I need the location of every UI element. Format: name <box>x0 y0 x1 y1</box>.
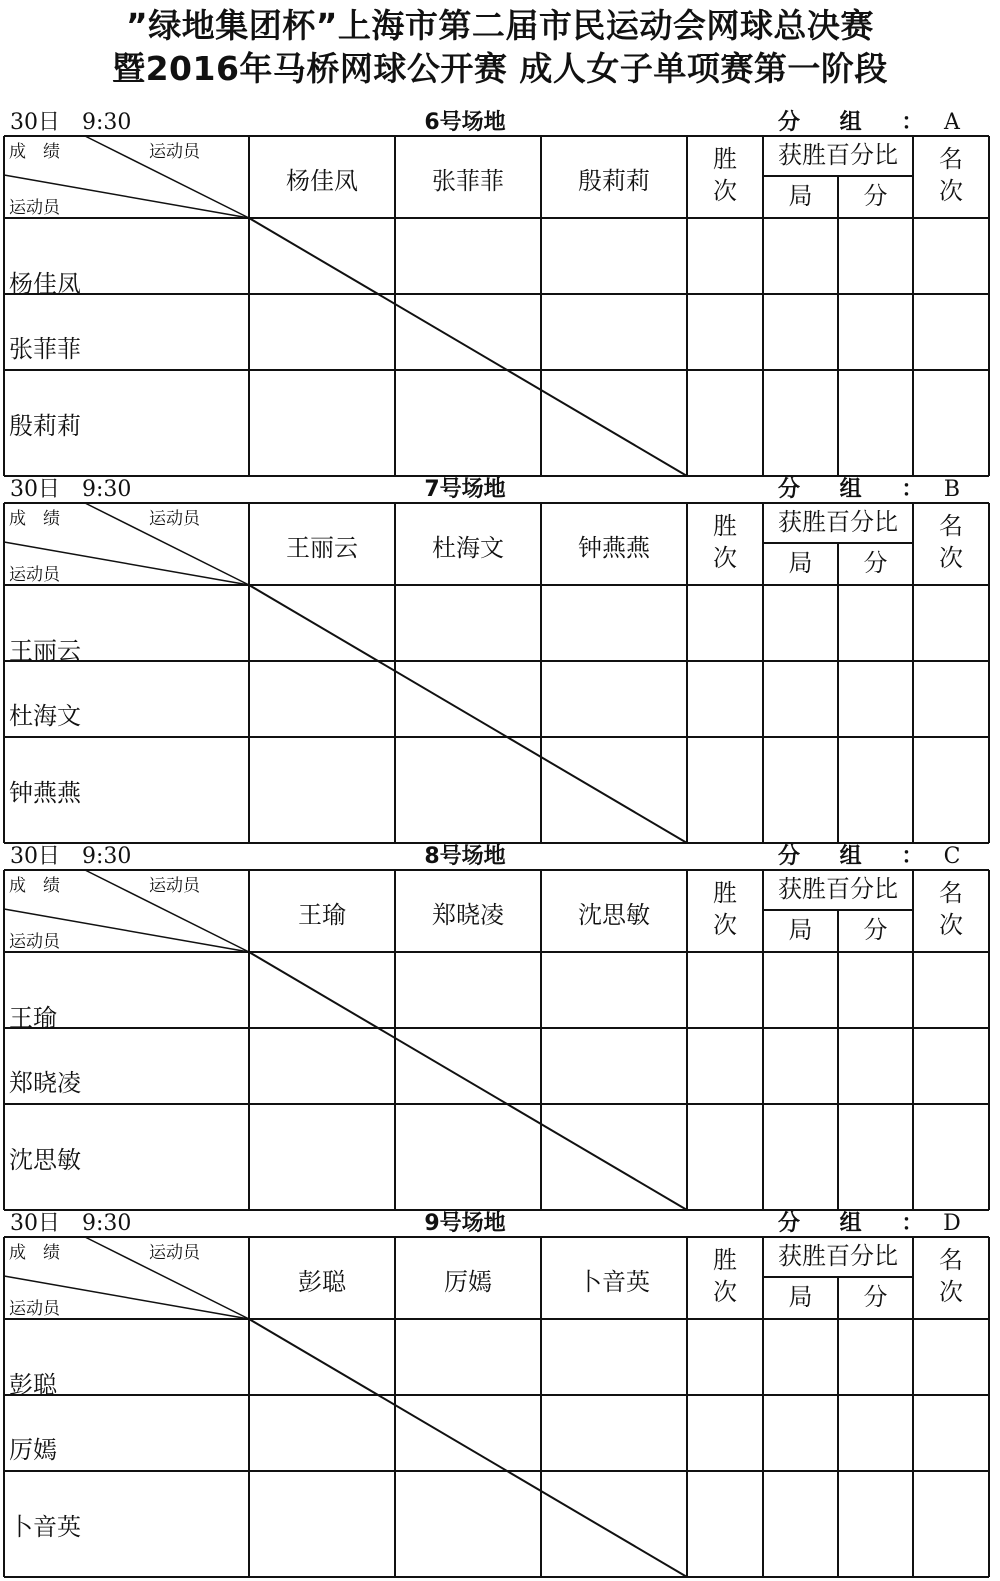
win-pct-header: 获胜百分比 <box>778 508 898 536</box>
column-player-name: 殷莉莉 <box>578 167 650 195</box>
column-player-name: 张菲菲 <box>432 167 504 195</box>
group-header <box>0 1212 1000 1236</box>
corner-player-top-label: 运动员 <box>149 876 200 896</box>
corner-score-label: 成 绩 <box>9 142 60 162</box>
group-letter: A <box>944 110 960 135</box>
column-player-name: 彭聪 <box>298 1268 346 1296</box>
match-time: 30日 9:30 <box>10 844 132 869</box>
self-match-diagonal <box>249 585 687 843</box>
points-header: 分 <box>863 549 888 577</box>
group-header <box>0 111 1000 135</box>
group-block <box>0 478 1000 844</box>
corner-player-left-label: 运动员 <box>9 1299 60 1319</box>
row-player-name: 王丽云 <box>9 637 81 665</box>
column-player-name: 沈思敏 <box>578 901 650 929</box>
corner-player-top-label: 运动员 <box>149 509 200 529</box>
win-pct-header: 获胜百分比 <box>778 875 898 903</box>
rank-header: 名次 <box>939 879 963 939</box>
wins-header: 胜次 <box>713 512 737 572</box>
self-match-diagonal <box>249 952 687 1210</box>
corner-score-label: 成 绩 <box>9 876 60 896</box>
column-player-name: 杨佳凤 <box>286 167 358 195</box>
title-line-2: 暨2016年马桥网球公开赛 成人女子单项赛第一阶段 <box>112 49 888 88</box>
corner-player-left-label: 运动员 <box>9 198 60 218</box>
group-label: 分 组 ： <box>778 110 940 135</box>
group-label: 分 组 ： <box>778 844 940 869</box>
row-player-name: 厉嫣 <box>9 1436 57 1464</box>
corner-score-label: 成 绩 <box>9 1243 60 1263</box>
self-match-diagonal <box>249 1319 687 1577</box>
group-block <box>0 1212 1000 1578</box>
column-player-name: 王瑜 <box>298 901 346 929</box>
corner-score-label: 成 绩 <box>9 509 60 529</box>
column-player-name: 王丽云 <box>286 534 358 562</box>
points-header: 分 <box>863 182 888 210</box>
score-table <box>3 135 990 477</box>
win-pct-header: 获胜百分比 <box>778 1242 898 1270</box>
points-header: 分 <box>863 1283 888 1311</box>
group-label: 分 组 ： <box>778 1211 940 1236</box>
games-header: 局 <box>788 549 813 577</box>
games-header: 局 <box>788 1283 813 1311</box>
corner-player-left-label: 运动员 <box>9 932 60 952</box>
column-player-name: 钟燕燕 <box>578 534 650 562</box>
group-block <box>0 111 1000 477</box>
column-player-name: 卜音英 <box>578 1268 650 1296</box>
match-time: 30日 9:30 <box>10 477 132 502</box>
wins-header: 胜次 <box>713 879 737 939</box>
row-player-name: 杜海文 <box>9 702 81 730</box>
column-player-name: 厉嫣 <box>444 1268 492 1296</box>
document-title <box>0 4 1000 90</box>
points-header: 分 <box>863 916 888 944</box>
corner-player-left-label: 运动员 <box>9 565 60 585</box>
court-label: 9号场地 <box>424 1211 506 1236</box>
column-player-name: 郑晓凌 <box>432 901 504 929</box>
row-player-name: 郑晓凌 <box>9 1069 81 1097</box>
group-block <box>0 845 1000 1211</box>
row-player-name: 殷莉莉 <box>9 412 81 440</box>
row-player-name: 彭聪 <box>9 1371 57 1399</box>
group-header <box>0 845 1000 869</box>
row-player-name: 沈思敏 <box>9 1146 81 1174</box>
match-time: 30日 9:30 <box>10 1211 132 1236</box>
title-line-1: ”绿地集团杯”上海市第二届市民运动会网球总决赛 <box>126 6 874 45</box>
group-letter: B <box>943 477 961 502</box>
win-pct-header: 获胜百分比 <box>778 141 898 169</box>
games-header: 局 <box>788 916 813 944</box>
row-player-name: 杨佳凤 <box>9 270 81 298</box>
row-player-name: 卜音英 <box>9 1513 81 1541</box>
self-match-diagonal <box>249 218 687 476</box>
wins-header: 胜次 <box>713 1246 737 1306</box>
group-header <box>0 478 1000 502</box>
group-letter: C <box>943 844 961 869</box>
row-player-name: 钟燕燕 <box>9 779 81 807</box>
match-time: 30日 9:30 <box>10 110 132 135</box>
score-table <box>3 869 990 1211</box>
column-player-name: 杜海文 <box>432 534 504 562</box>
court-label: 8号场地 <box>424 844 506 869</box>
rank-header: 名次 <box>939 1246 963 1306</box>
court-label: 6号场地 <box>424 110 506 135</box>
wins-header: 胜次 <box>713 145 737 205</box>
group-label: 分 组 ： <box>778 477 940 502</box>
group-letter: D <box>943 1211 961 1236</box>
rank-header: 名次 <box>939 145 963 205</box>
games-header: 局 <box>788 182 813 210</box>
score-table <box>3 502 990 844</box>
corner-player-top-label: 运动员 <box>149 142 200 162</box>
court-label: 7号场地 <box>424 477 506 502</box>
corner-player-top-label: 运动员 <box>149 1243 200 1263</box>
rank-header: 名次 <box>939 512 963 572</box>
score-table <box>3 1236 990 1578</box>
row-player-name: 张菲菲 <box>9 335 81 363</box>
row-player-name: 王瑜 <box>9 1004 57 1032</box>
